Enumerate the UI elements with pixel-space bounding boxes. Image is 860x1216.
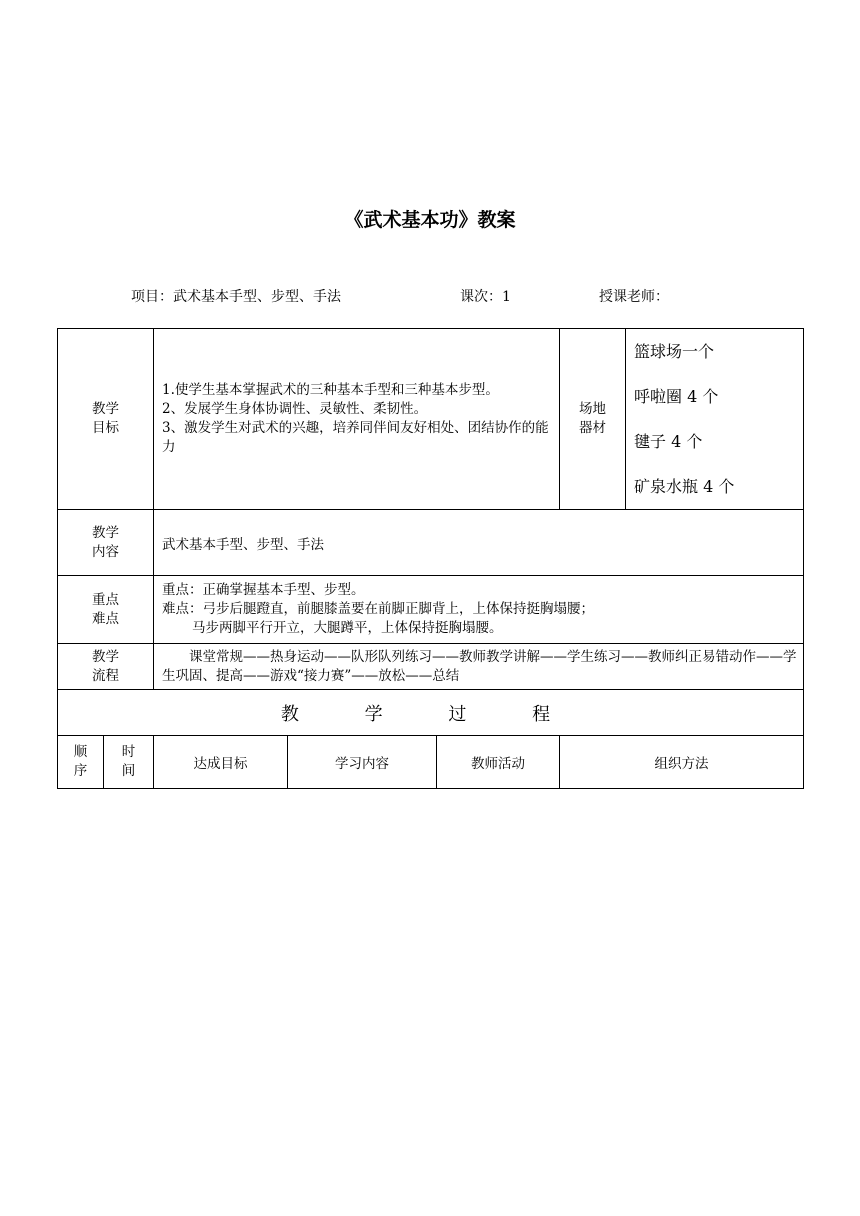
project-label: 项目：武术基本手型、步型、手法 [131, 289, 341, 305]
col-header-teacher-activity: 教师活动 [437, 736, 560, 789]
equipment-item: 呼啦圈 4 个 [634, 387, 719, 406]
goal-item: 1.使学生基本掌握武术的三种基本手型和三种基本步型。 [162, 382, 499, 398]
process-header-row [58, 736, 804, 789]
keypoints-row [58, 576, 804, 644]
process-title-row [58, 690, 804, 736]
flow-label: 教学流程 [58, 644, 154, 690]
lesson-number: 课次：1 [460, 289, 511, 305]
equipment-item: 毽子 4 个 [634, 432, 703, 451]
difficulty-point: 马步两脚平行开立，大腿蹲平，上体保持挺胸塌腰。 [192, 620, 503, 636]
flow-row [58, 644, 804, 690]
goal-item: 2、发展学生身体协调性、灵敏性、柔韧性。 [162, 401, 428, 417]
venue-items [626, 329, 804, 510]
col-header-goal: 达成目标 [154, 736, 288, 789]
equipment-item: 篮球场一个 [634, 342, 715, 361]
col-header-content: 学习内容 [288, 736, 437, 789]
document-title: 《武术基本功》教案 [344, 209, 516, 231]
difficulty-point: 难点：弓步后腿蹬直，前腿膝盖要在前脚正脚背上，上体保持挺胸塌腰； [162, 601, 594, 617]
venue-label: 场地器材 [560, 329, 626, 510]
goals-text [154, 329, 560, 510]
key-point: 重点：正确掌握基本手型、步型。 [162, 582, 365, 598]
flow-text: 课堂常规——热身运动——队形队列练习——教师教学讲解——学生练习——教师纠正易错动作——学生巩固、提高——游戏“接力赛”——放松——总结 [154, 644, 804, 690]
teacher-label: 授课老师： [599, 289, 669, 305]
content-text: 武术基本手型、步型、手法 [154, 510, 804, 576]
goals-label: 教学目标 [58, 329, 154, 510]
content-label: 教学内容 [58, 510, 154, 576]
goal-item: 3、激发学生对武术的兴趣，培养同伴间友好相处、团结协作的能力 [162, 420, 549, 455]
equipment-item: 矿泉水瓶 4 个 [634, 477, 735, 496]
goals-row [58, 329, 804, 510]
col-header-organization: 组织方法 [560, 736, 804, 789]
col-header-order: 顺序 [58, 736, 104, 789]
keypoints-label: 重点难点 [58, 576, 154, 644]
content-row [58, 510, 804, 576]
keypoints-text [154, 576, 804, 644]
process-title: 教 学 过 程 [58, 690, 804, 736]
col-header-time: 时间 [104, 736, 154, 789]
lesson-plan-table [57, 328, 804, 789]
